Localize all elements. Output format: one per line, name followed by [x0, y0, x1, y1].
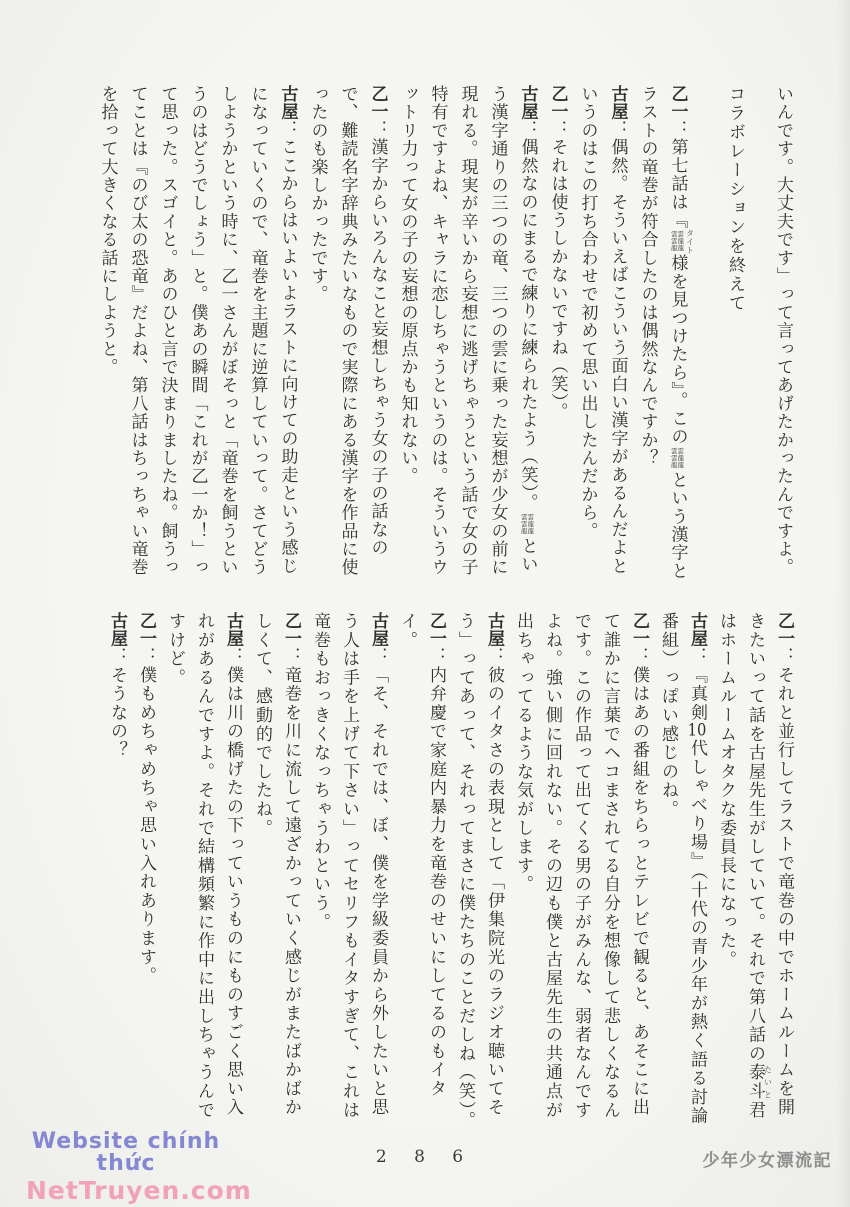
speaker-name: 乙一 — [547, 85, 568, 120]
dialogue-paragraph: 乙一：竜巻を川に流して遠ざかっていく感じがまたばかばかしくて、感動的でしたね。 — [252, 612, 301, 1117]
dialogue-paragraph: 乙一：第七話は『 雲雲 雲龍 龍龍 タイト様を見つけたら』。この 雲雲 雲龍 龍龍 という漢字とラストの竜巻が符合したのは偶然なんですか？ — [637, 85, 695, 581]
dialogue-paragraph: 古屋：ここからはいよいよラストに向けての助走という感じになっていくので、竜巻を主題に逆算していって。さてどうしようかという時に、乙一さんがぼそっと「竜巻を飼うというのはどうでしょう」と。僕あの瞬間「これが乙一か！」って思った。スゴイと。あのひと言で決まりましたね。飼うってことは『のび太の恐竜』だよね、第八話はちっちゃい竜巻を拾って大きくなる話にしようと。 — [97, 85, 298, 577]
speaker-name: 乙一 — [667, 85, 688, 120]
speaker-name: 乙一 — [367, 85, 388, 120]
speaker-name: 古屋 — [517, 85, 538, 120]
speaker-name: 古屋 — [368, 612, 388, 647]
speaker-name: 古屋 — [107, 612, 127, 647]
speaker-name: 乙一 — [136, 612, 156, 647]
taito-kanji-cluster: 雲雲 雲龍 龍龍 — [671, 230, 684, 253]
scanlation-watermark — [26, 1129, 252, 1205]
watermark-site-label: Website chính thức — [31, 1129, 221, 1176]
speaker-name: 古屋 — [223, 612, 243, 647]
dialogue-paragraph: 乙一：漢字からいろんなこと妄想しちゃう女の子の話なので、難読名字辞典みたいなもので実際にある漢字を作品に使ったのも楽しかったです。 — [307, 85, 388, 577]
speaker-name: 古屋 — [687, 612, 707, 647]
taito-kanji-cluster: 雲雲 雲龍 龍龍 — [671, 446, 684, 469]
book-title: 少年少女漂流記 — [702, 1151, 832, 1171]
ruby-annotated-taito: 雲雲 雲龍 龍龍 タイト — [671, 229, 695, 255]
dialogue-paragraph: 古屋：『真剣10代しゃべり場』（十代の青少年が熱く語る討論番組）っぽい感じのね。 — [658, 612, 707, 1126]
interview-top-block — [93, 85, 799, 581]
speaker-name: 乙一 — [629, 612, 649, 647]
ruby-annotated-name: 泰斗たいと — [745, 1063, 773, 1101]
interview-bottom-block — [102, 612, 798, 1133]
dialogue-paragraph: 乙一：それは使うしかないですね（笑）。 — [547, 85, 568, 421]
speaker-name: 古屋 — [277, 85, 298, 120]
dialogue-paragraph: 古屋：彼のイタさの表現として「伊集院光のラジオ聴いてそう」ってあって、それってまさに僕たちのことだしね（笑）。 — [455, 612, 504, 1130]
speaker-name: 古屋 — [484, 612, 504, 647]
dialogue-paragraph: 乙一：内弁慶で家庭内暴力を竜巻のせいにしてるのもイタイ。 — [397, 612, 446, 1099]
section-heading: コラボレーションを終えて — [725, 85, 745, 313]
dialogue-paragraph: 古屋：「そ、それでは、ぼ、僕を学級委員から外したいと思う人は手を上げて下さい」ってセリフもイタすぎて、これは竜巻もおっきくなっちゃうわという。 — [310, 612, 388, 1120]
dialogue-paragraph: 乙一：僕もめちゃめちゃ思い入れあります。 — [136, 612, 156, 986]
page-number: 2 8 6 — [375, 1147, 475, 1167]
continuation-paragraph: いんです。大丈夫です」って言ってあげたかったんですよ。 — [773, 85, 793, 577]
horizontal-in-vertical-number: 10 — [687, 722, 707, 740]
speaker-name: 乙一 — [426, 612, 446, 647]
dialogue-paragraph: 乙一：僕はあの番組をちらっとテレビで観ると、あそこに出て誰かに言葉でヘコまされてる自分を想像して悲しくなるんです。この作品って出てくる男の子がみんな、弱者なんですよね。強い側に回れない。その辺も僕と古屋先生の共通点が出ちゃってるような気がします。 — [513, 612, 649, 1120]
dialogue-paragraph: 古屋：そうなの？ — [107, 612, 127, 760]
dialogue-paragraph: 乙一：それと並行してラストで竜巻の中でホームルームを開きたいって話を古屋先生がしていて。それで第八話の泰斗たいと君はホームルームオタクな委員長になった。 — [716, 612, 794, 1120]
speaker-name: 古屋 — [607, 85, 628, 120]
dialogue-paragraph: 古屋：僕は川の橋げたの下っていうものにものすごく思い入れがあるんですよ。それで結構頻繁に作中に出しちゃうんですけど。 — [165, 612, 243, 1120]
speaker-name: 乙一 — [281, 612, 301, 647]
dialogue-paragraph: 古屋：偶然なのにまるで練りに練られたよう（笑）。 雲雲 雲龍 龍龍 という漢字通りの三つの竜、三つの雲に乗った妄想が少女の前に現れる。現実が辛いから妄想に逃げちゃうという話で女の子特有ですよね、キャラに恋しちゃうというのは。そういうウットリ力って女の子の妄想の原点かも知れない。 — [397, 85, 538, 577]
taito-kanji-cluster: 雲雲 雲龍 龍龍 — [521, 512, 534, 535]
speaker-name: 乙一 — [774, 612, 794, 647]
dialogue-paragraph: 古屋：偶然。そういえばこういう面白い漢字があるんだよというのはこの打ち合わせで初めて思い出したんだから。 — [577, 85, 628, 575]
watermark-site-url: NetTruyen.com — [26, 1176, 252, 1205]
